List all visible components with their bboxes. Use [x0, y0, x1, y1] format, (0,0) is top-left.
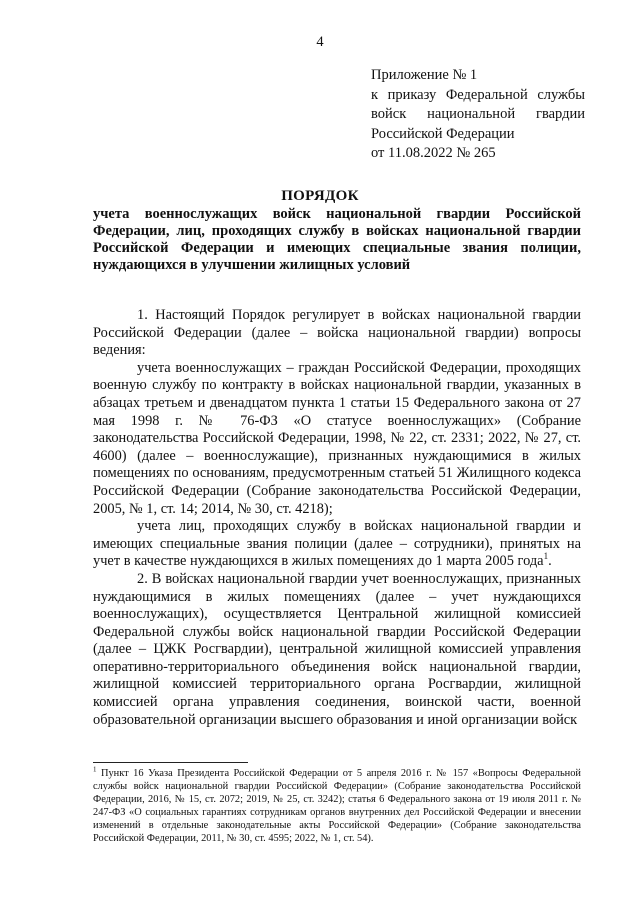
appendix-line-4: Российской Федерации: [371, 125, 515, 142]
subtitle-text: учета военнослужащих войск национальной гвардии Российской Федерации, лиц, проходящих службу в войсках национальной гвардии Российской Федерации и имеющих специальные звания полиции, нуждающихся в улучшении жилищных условий: [93, 206, 581, 273]
paragraph-1: 1. Настоящий Порядок регулирует в войсках национальной гвардии Российской Федерации (далее – войска национальной гвардии) вопросы ведения:: [93, 307, 581, 359]
footnote: [93, 767, 581, 845]
document-subtitle: [93, 206, 581, 274]
paragraph-4: 2. В войсках национальной гвардии учет военнослужащих, признанных нуждающимися в жилых помещениях (далее – учет нуждающихся военнослужащих), осуществляется Центральной жилищной комиссией Федеральной службы войск национальной гвардии Российской Федерации (далее – ЦЖК Росгвардии), центральной жилищной комиссией управления оперативно-территориального объединения войск национальной гвардии, жилищной комиссией территориального органа Росгвардии, жилищной комиссией органа управления соединения, воинской части, военной образовательной организации высшего образования и иной организации войск: [93, 570, 581, 728]
document-body: [93, 307, 581, 729]
paragraph-3-text: учета лиц, проходящих службу в войсках национальной гвардии и имеющих специальные звания полиции (далее – сотрудники), принятых на учет в качестве нуждающихся в жилых помещениях до 1 марта 2005 года: [93, 518, 581, 570]
appendix-block: [371, 66, 585, 164]
paragraph-3-end: .: [548, 553, 552, 570]
paragraph-2: учета военнослужащих – граждан Российской Федерации, проходящих военную службу по контракту в войсках национальной гвардии, указанных в абзацах третьем и двенадцатом пункта 1 статьи 15 Федерального закона от 27 мая 1998 г. № 76-ФЗ «О статусе военнослужащих» (Собрание законодательства Российской Федерации, 1998, № 22, ст. 2331; 2022, № 27, ст. 4600) (далее – военнослужащие), признанных нуждающимися в жилых помещениях по основаниям, предусмотренным статьей 51 Жилищного кодекса Российской Федерации (Собрание законодательства Российской Федерации, 2005, № 1, ст. 14; 2014, № 30, ст. 4218);: [93, 359, 581, 517]
footnote-mark: 1: [93, 765, 97, 774]
document-title: ПОРЯДОК: [281, 188, 359, 204]
appendix-line-2: к приказу Федеральной службы: [371, 86, 585, 103]
appendix-line-1: Приложение № 1: [371, 67, 478, 83]
footnote-reference: 1: [543, 551, 549, 562]
appendix-line-3: войск национальной гвардии: [371, 106, 585, 122]
appendix-line-5: от 11.08.2022 № 265: [371, 145, 496, 161]
footnote-text: Пункт 16 Указа Президента Российской Федерации от 5 апреля 2016 г. № 157 «Вопросы Федеральной службы войск национальной гвардии Российской Федерации» (Собрание законодательства Российской Федерации, 2016, № 15, ст. 2072; 2019, № 25, ст. 3242); статья 6 Федерального закона от 19 июля 2011 г. № 247-ФЗ «О социальных гарантиях сотрудникам органов внутренних дел Российской Федерации и внесении изменений в отдельные законодательные акты Российской Федерации» (Собрание законодательства Российской Федерации, 2011, № 30, ст. 4595; 2022, № 1, ст. 54).: [93, 768, 581, 844]
page-number: 4: [316, 34, 324, 50]
paragraph-3: [93, 518, 581, 571]
footnote-divider: [93, 762, 248, 763]
